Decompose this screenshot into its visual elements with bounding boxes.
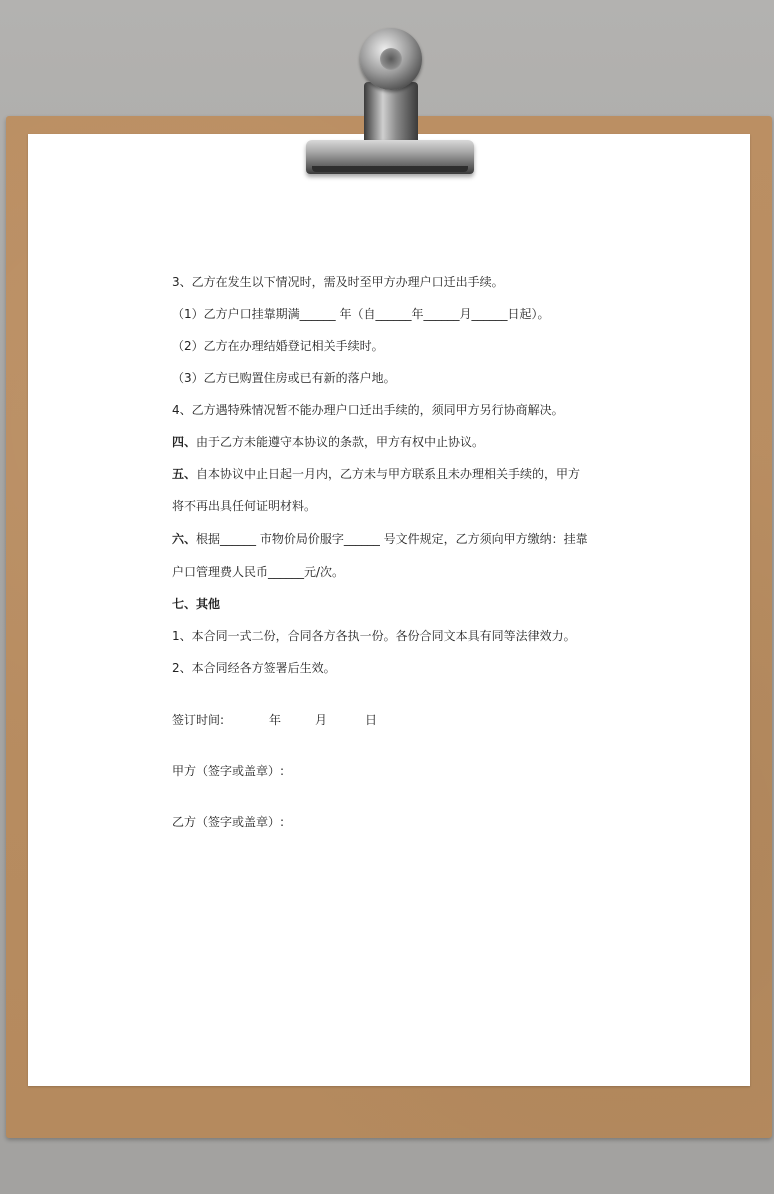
clause-3: 3、乙方在发生以下情况时，需及时至甲方办理户口迁出手续。 (172, 275, 504, 289)
section-6-line-2: 户口管理费人民币______元/次。 (172, 565, 345, 579)
clip-hole (380, 48, 402, 70)
section-4: 四、由于乙方未能遵守本协议的条款，甲方有权中止协议。 (172, 435, 485, 449)
sign-month-label: 月 (315, 713, 328, 727)
section-7-item-2: 2、本合同经各方签署后生效。 (172, 661, 336, 675)
clip-neck (364, 82, 418, 144)
clause-4: 4、乙方遇特殊情况暂不能办理户口迁出手续的，须同甲方另行协商解决。 (172, 403, 564, 417)
section-5-line-1: 五、自本协议中止日起一月内，乙方未与甲方联系且未办理相关手续的，甲方 (172, 467, 581, 481)
clause-3-item-2: （2）乙方在办理结婚登记相关手续时。 (172, 339, 384, 353)
section-7-item-1: 1、本合同一式二份，合同各方各执一份。各份合同文本具有同等法律效力。 (172, 629, 576, 643)
sign-year-label: 年 (269, 713, 282, 727)
binder-clip-icon (306, 26, 474, 176)
clause-3-item-3: （3）乙方已购置住房或已有新的落户地。 (172, 371, 396, 385)
section-7-heading: 七、其他 (172, 597, 221, 611)
clip-base-edge (312, 166, 468, 172)
party-b-signature: 乙方（签字或盖章）: (172, 815, 285, 829)
section-6-line-1: 六、根据______ 市物价局价服字______ 号文件规定，乙方须向甲方缴纳：挂靠 (172, 532, 588, 546)
clause-3-item-1: （1）乙方户口挂靠期满______ 年（自______年______月______日起）。 (172, 307, 550, 321)
section-5-line-2: 将不再出具任何证明材料。 (172, 499, 317, 513)
party-a-signature: 甲方（签字或盖章）: (172, 764, 285, 778)
sign-date-label: 签订时间: (172, 713, 225, 727)
sign-day-label: 日 (365, 713, 378, 727)
